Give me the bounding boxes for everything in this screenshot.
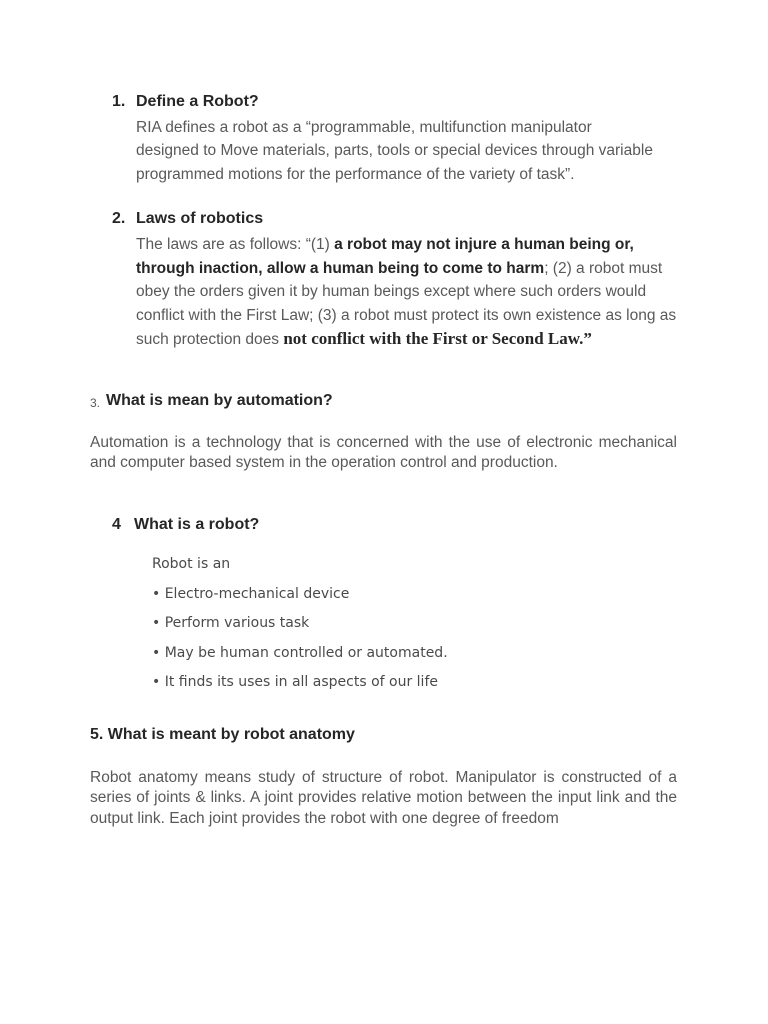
q5-heading: 5. What is meant by robot anatomy — [90, 726, 355, 743]
q2-body-ending: not conflict with the First or Second Law.” — [283, 329, 592, 349]
q3-number: 3. — [90, 396, 101, 410]
q5-body: Robot anatomy means study of structure of robot. Manipulator is constructed of a series of joints & links. A joint provides relative motion between the input link and the output link. Each joint provides the robot with one degree of freedom — [90, 769, 677, 827]
q2-body-middle: ; (2) a robot must obey the orders given it by human beings except where such orders would conflict with the First Law; (3) a robot must protect its own existence as long as such protection does — [136, 259, 677, 349]
q2-body-intro: The laws are as follows: “(1) — [136, 236, 335, 253]
q4-list — [152, 554, 448, 702]
q4-list-item: • It finds its uses in all aspects of our life — [152, 674, 438, 691]
q4-list-item: • May be human controlled or automated. — [152, 644, 448, 661]
q4-list-item: • Electro-mechanical device — [152, 585, 350, 602]
q2-body — [136, 233, 681, 352]
q4-heading: What is a robot? — [134, 516, 260, 533]
q1-body: RIA defines a robot as a “programmable, multifunction manipulator designed to Move materials, parts, tools or special devices through variable programmed motions for the performance of the variety of task”. — [136, 119, 653, 183]
q1-heading: Define a Robot? — [136, 93, 259, 110]
q4-number: 4 — [112, 516, 121, 533]
q4-list-intro: Robot is an — [152, 556, 231, 572]
q1-number: 1. — [112, 93, 126, 110]
q2-heading: Laws of robotics — [136, 210, 264, 227]
q3-heading: What is mean by automation? — [106, 392, 333, 409]
q2-number: 2. — [112, 210, 126, 227]
q4-list-item: • Perform various task — [152, 615, 310, 632]
q2-first-law-bold: a robot may not injure a human being or, through inaction, allow a human being to come to harm — [136, 236, 634, 277]
q3-body: Automation is a technology that is concerned with the use of electronic mechanical and computer based system in the operation control and production. — [90, 434, 677, 472]
